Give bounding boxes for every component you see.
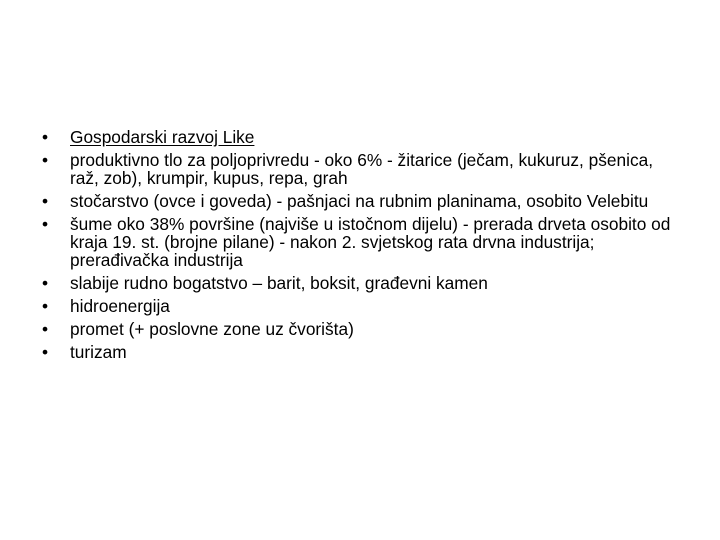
bullet-item [42, 343, 682, 361]
bullet-item [42, 274, 682, 292]
bullet-text: hidroenergija [70, 296, 170, 316]
bullet-dot: • [42, 319, 49, 339]
bullet-item [42, 151, 682, 187]
bullet-text: šume oko 38% površine (najviše u istočnom dijelu) - prerada drveta osobito od kraja 19. st. (brojne pilane) - nakon 2. svjetskog rata drvna industrija; prerađivačka industrija [70, 214, 671, 270]
bullet-dot: • [42, 191, 49, 211]
bullet-text: produktivno tlo za poljoprivredu - oko 6% - žitarice (ječam, kukuruz, pšenica, raž, zob), krumpir, kupus, repa, grah [70, 150, 654, 188]
bullet-dot: • [42, 273, 49, 293]
bullet-item [42, 320, 682, 338]
bullet-text: slabije rudno bogatstvo – barit, boksit, građevni kamen [70, 273, 488, 293]
bullet-text: turizam [70, 342, 127, 362]
bullet-item [42, 128, 682, 146]
bullet-item [42, 297, 682, 315]
bullet-text: stočarstvo (ovce i goveda) - pašnjaci na rubnim planinama, osobito Velebitu [70, 191, 649, 211]
bullet-dot: • [42, 296, 49, 316]
bullet-text: promet (+ poslovne zone uz čvorišta) [70, 319, 354, 339]
bullet-dot: • [42, 127, 49, 147]
bullet-heading-text: Gospodarski razvoj Like [70, 127, 255, 147]
bullet-dot: • [42, 150, 49, 170]
bullet-list [42, 128, 682, 366]
bullet-item [42, 192, 682, 210]
bullet-dot: • [42, 214, 49, 234]
bullet-item [42, 215, 682, 269]
bullet-dot: • [42, 342, 49, 362]
